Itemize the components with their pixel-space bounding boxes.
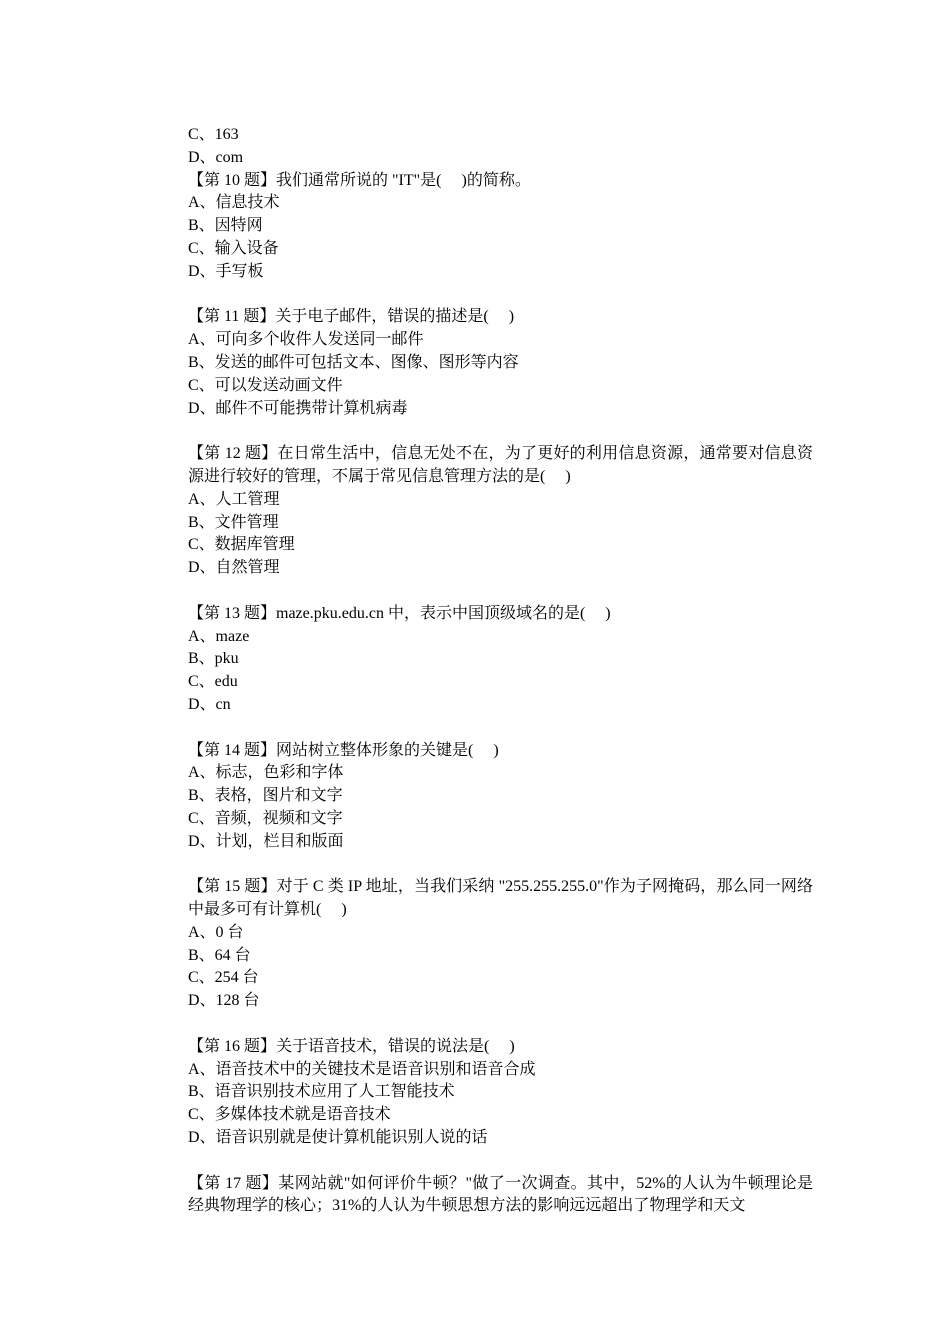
spacer (188, 580, 813, 603)
q16-option-a: A、语音技术中的关键技术是语音识别和语音合成 (188, 1060, 536, 1078)
q14-option-d: D、计划，栏目和版面 (188, 832, 344, 850)
q16-option-c: C、多媒体技术就是语音技术 (188, 1106, 391, 1124)
q13-stem: 【第 13 题】maze.pku.edu.cn 中，表示中国顶级域名的是( ) (188, 604, 611, 622)
q13-option-a: A、maze (188, 627, 250, 645)
spacer (188, 717, 813, 740)
q9-option-d: D、com (188, 148, 244, 166)
spacer (188, 284, 813, 307)
q15-option-d: D、128 台 (188, 992, 260, 1010)
q11-option-a: A、可向多个收件人发送同一邮件 (188, 331, 424, 349)
q14-stem: 【第 14 题】网站树立整体形象的关键是( ) (188, 741, 499, 759)
q15-option-c: C、254 台 (188, 969, 259, 987)
spacer (188, 1013, 813, 1036)
q14-option-c: C、音频，视频和文字 (188, 809, 343, 827)
q13-option-c: C、edu (188, 673, 238, 691)
q17-stem: 【第 17 题】某网站就"如何评价牛顿？"做了一次调查。其中，52%的人认为牛顿理论是经典物理学的核心；31%的人认为牛顿思想方法的影响远远超出了物理学和天文 (188, 1174, 813, 1215)
q11-option-b: B、发送的邮件可包括文本、图像、图形等内容 (188, 353, 519, 371)
q12-option-a: A、人工管理 (188, 490, 280, 508)
q16-option-b: B、语音识别技术应用了人工智能技术 (188, 1083, 455, 1101)
q16-stem: 【第 16 题】关于语音技术，错误的说法是( ) (188, 1037, 515, 1055)
q16-option-d: D、语音识别就是使计算机能识别人说的话 (188, 1129, 488, 1147)
q13-option-b: B、pku (188, 650, 239, 668)
q14-option-a: A、标志，色彩和字体 (188, 764, 344, 782)
q14-option-b: B、表格，图片和文字 (188, 787, 343, 805)
q9-option-c: C、163 (188, 126, 239, 143)
spacer (188, 854, 813, 877)
q10-option-d: D、手写板 (188, 262, 264, 280)
spacer (188, 420, 813, 443)
q12-option-c: C、数据库管理 (188, 536, 295, 554)
q15-stem: 【第 15 题】对于 C 类 IP 地址，当我们采纳 "255.255.255.0"作为子网掩码，那么同一网络中最多可有计算机( ) (188, 878, 813, 919)
q12-stem: 【第 12 题】在日常生活中，信息无处不在，为了更好的利用信息资源，通常要对信息资源进行较好的管理，不属于常见信息管理方法的是( ) (188, 445, 813, 485)
q11-option-d: D、邮件不可能携带计算机病毒 (188, 399, 408, 417)
document-page (188, 124, 813, 1218)
q15-option-a: A、0 台 (188, 923, 244, 941)
q11-stem: 【第 11 题】关于电子邮件，错误的描述是( ) (188, 308, 515, 326)
spacer (188, 1150, 813, 1173)
q11-option-c: C、可以发送动画文件 (188, 376, 343, 394)
q12-option-b: B、文件管理 (188, 513, 279, 531)
q10-option-b: B、因特网 (188, 217, 263, 235)
q15-option-b: B、64 台 (188, 946, 251, 964)
q12-option-d: D、自然管理 (188, 559, 280, 577)
q10-option-c: C、输入设备 (188, 239, 279, 257)
q10-option-a: A、信息技术 (188, 194, 280, 212)
q13-option-d: D、cn (188, 695, 231, 713)
q10-stem: 【第 10 题】我们通常所说的 "IT"是( )的简称。 (188, 171, 531, 189)
